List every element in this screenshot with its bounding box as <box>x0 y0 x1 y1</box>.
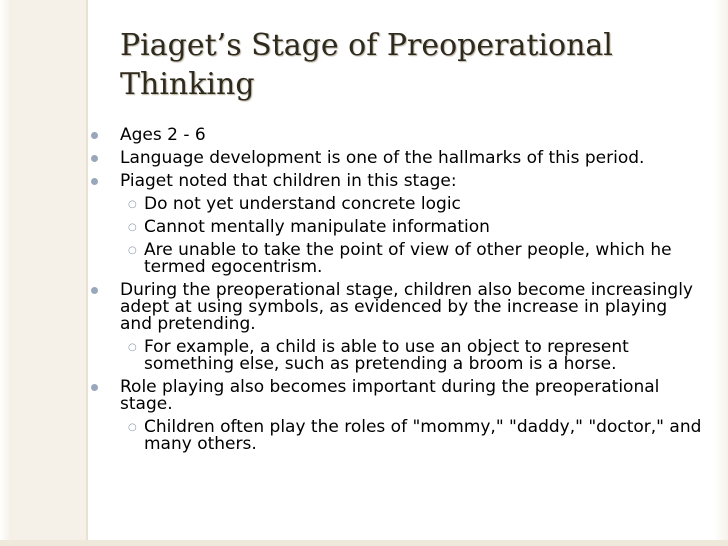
sub-bullet-list <box>120 339 704 373</box>
bullet-item <box>104 127 704 144</box>
bullet-item <box>104 150 704 167</box>
bullet-text: Role playing also becomes important during the preoperational stage. <box>120 377 660 414</box>
bullet-item <box>104 173 704 276</box>
bottom-edge-shade <box>0 540 728 546</box>
sub-bullet-item <box>120 219 704 236</box>
bullet-dot-icon <box>91 132 98 139</box>
sub-bullet-item <box>120 196 704 213</box>
sub-bullet-list <box>120 419 704 453</box>
sub-bullet-list <box>120 196 704 276</box>
ring-bullet-icon: ○ <box>128 342 137 353</box>
bullet-dot-icon <box>91 384 98 391</box>
sub-bullet-text: Do not yet understand concrete logic <box>144 194 461 214</box>
bullet-dot-icon <box>91 287 98 294</box>
sub-bullet-item <box>120 419 704 453</box>
slide-title: Piaget’s Stage of Preoperational Thinking <box>120 28 613 102</box>
sub-bullet-text: Are unable to take the point of view of other people, which he termed egocentrism. <box>144 240 672 277</box>
sub-bullet-text: Children often play the roles of "mommy," "daddy," "doctor," and many others. <box>144 417 702 454</box>
band-divider-line <box>86 0 88 546</box>
ring-bullet-icon: ○ <box>128 245 137 256</box>
right-edge-shade <box>714 0 728 546</box>
sub-bullet-text: Cannot mentally manipulate information <box>144 217 490 237</box>
bullet-text: Language development is one of the hallmarks of this period. <box>120 148 645 168</box>
ring-bullet-icon: ○ <box>128 199 137 210</box>
bullet-dot-icon <box>91 178 98 185</box>
bullet-list <box>104 127 704 453</box>
bullet-dot-icon <box>91 155 98 162</box>
ring-bullet-icon: ○ <box>128 422 137 433</box>
bullet-text: Piaget noted that children in this stage: <box>120 171 457 191</box>
sub-bullet-item <box>120 242 704 276</box>
sub-bullet-text: For example, a child is able to use an object to represent something else, such as pretending a broom is a horse. <box>144 337 629 374</box>
bullet-item <box>104 282 704 373</box>
bullet-text: During the preoperational stage, children also become increasingly adept at using symbols, as evidenced by the increase in playing and pretending. <box>120 280 693 334</box>
bullet-item <box>104 379 704 453</box>
ring-bullet-icon: ○ <box>128 222 137 233</box>
left-decorative-band <box>12 0 86 546</box>
sub-bullet-item <box>120 339 704 373</box>
slide-body <box>104 127 704 459</box>
bullet-text: Ages 2 - 6 <box>120 125 206 145</box>
